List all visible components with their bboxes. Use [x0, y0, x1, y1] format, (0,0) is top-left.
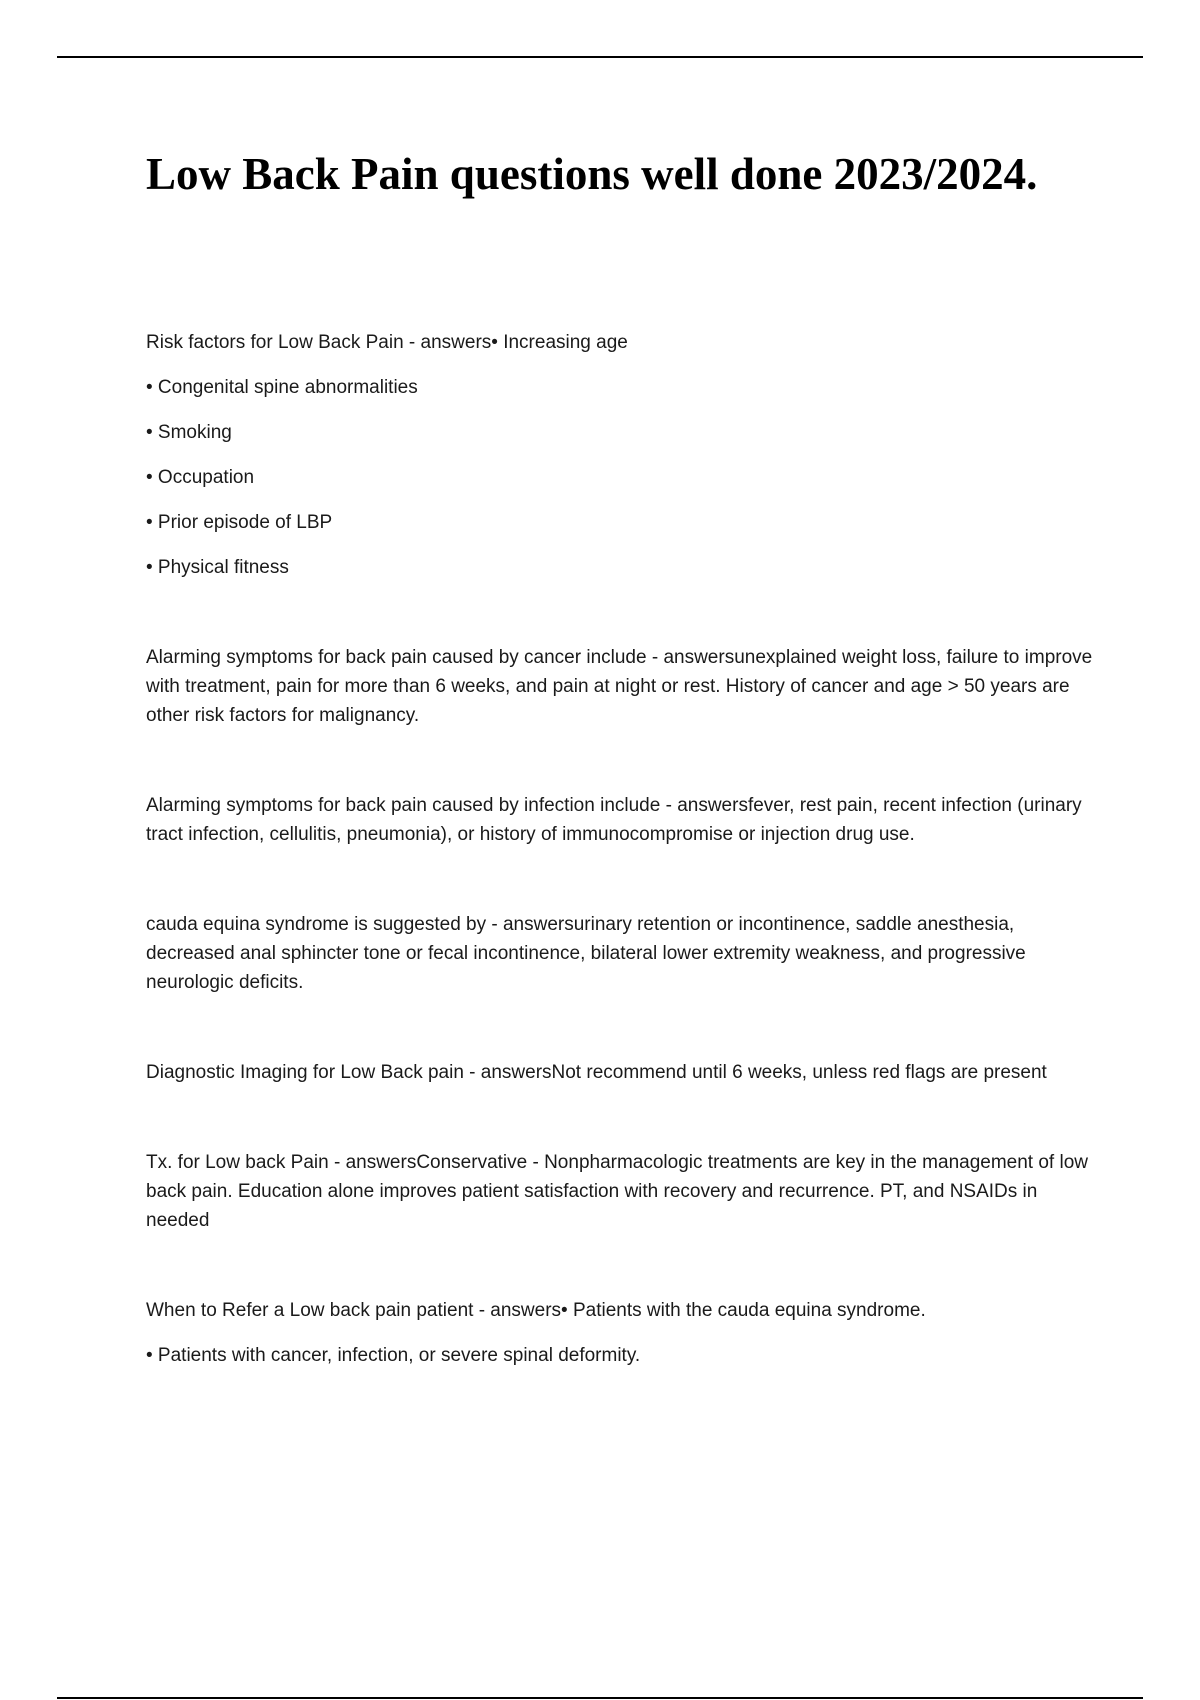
qa-text: Alarming symptoms for back pain caused by infection include - answersfever, rest pain, recent infection (urinary tract infection, cellulitis, pneumonia), or history of immunocompromise or injection drug use. — [146, 795, 1082, 845]
qa-item-risk-factors — [146, 328, 1096, 582]
page-title: Low Back Pain questions well done 2023/2024. — [146, 149, 1038, 199]
qa-text: Tx. for Low back Pain - answersConservative - Nonpharmacologic treatments are key in the management of low back pain. Education alone improves patient satisfaction with recovery and recurrence. PT, and NSAIDs in needed — [146, 1152, 1088, 1231]
qa-text: cauda equina syndrome is suggested by - answersurinary retention or incontinence, saddle anesthesia, decreased anal sphincter tone or fecal incontinence, bilateral lower extremity weakness, and progressive neurologic deficits. — [146, 914, 1026, 993]
qa-text: Alarming symptoms for back pain caused by cancer include - answersunexplained weight loss, failure to improve with treatment, pain for more than 6 weeks, and pain at night or rest. History of cancer and age > 50 years are other risk factors for malignancy. — [146, 647, 1093, 726]
bullet-item: • Occupation — [146, 467, 255, 488]
qa-text: Risk factors for Low Back Pain - answers• Increasing age — [146, 332, 628, 353]
qa-item-treatment — [146, 1148, 1096, 1235]
document-body — [146, 328, 1096, 1431]
bullet-item: • Patients with cancer, infection, or severe spinal deformity. — [146, 1345, 641, 1366]
qa-text: When to Refer a Low back pain patient - answers• Patients with the cauda equina syndrome. — [146, 1300, 926, 1321]
bullet-item: • Smoking — [146, 422, 232, 443]
bullet-item: • Prior episode of LBP — [146, 512, 333, 533]
footer-rule — [57, 1697, 1143, 1699]
qa-text: Diagnostic Imaging for Low Back pain - answersNot recommend until 6 weeks, unless red flags are present — [146, 1062, 1047, 1083]
bullet-item: • Congenital spine abnormalities — [146, 377, 418, 398]
header-rule — [57, 56, 1143, 58]
qa-item-cancer-symptoms — [146, 643, 1096, 730]
qa-item-cauda-equina — [146, 910, 1096, 997]
qa-item-diagnostic-imaging — [146, 1058, 1096, 1087]
bullet-item: • Physical fitness — [146, 557, 289, 578]
qa-item-referral — [146, 1296, 1096, 1370]
qa-item-infection-symptoms — [146, 791, 1096, 849]
